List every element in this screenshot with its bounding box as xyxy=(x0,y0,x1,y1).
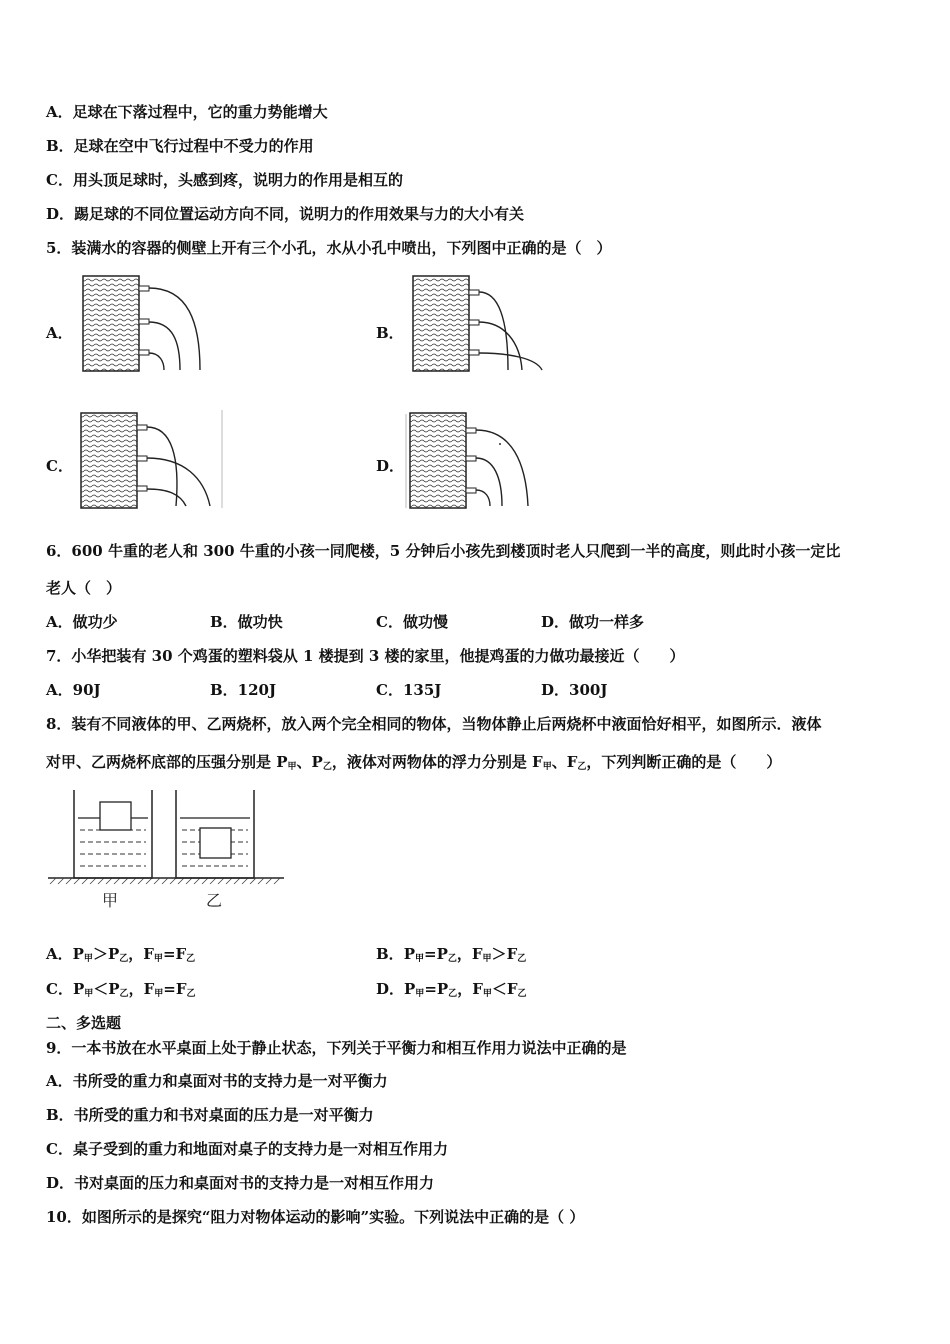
q5-figure-a xyxy=(78,272,208,374)
q8-option-a: A．$P_甲>P_乙$，$F_甲=F_乙$ xyxy=(46,945,196,964)
q9-stem: 9．一本书放在水平桌面上处于静止状态，下列关于平衡力和相互作用力说法中正确的是 xyxy=(46,1039,627,1057)
q8-figure-label-jia: 甲 xyxy=(102,891,119,910)
q5-label-b: B． xyxy=(376,324,404,342)
q6-stem-line1: 6．600 牛重的老人和 300 牛重的小孩一同爬楼，5 分钟后小孩先到楼顶时老人只爬到一半的高度，则此时小孩一定比 xyxy=(46,542,841,560)
q9-option-b: B．书所受的重力和书对桌面的压力是一对平衡力 xyxy=(46,1106,374,1124)
q8-stem-line1: 8．装有不同液体的甲、乙两烧杯，放入两个完全相同的物体，当物体静止后两烧杯中液面恰好相平，如图所示．液体 xyxy=(46,715,822,733)
q4-option-d: D．踢足球的不同位置运动方向不同，说明力的作用效果与力的大小有关 xyxy=(46,205,525,223)
q4-option-c: C．用头顶足球时，头感到疼，说明力的作用是相互的 xyxy=(46,171,403,189)
section-heading-multi-choice: 二、多选题 xyxy=(46,1014,122,1032)
q5-label-d: D． xyxy=(376,457,405,475)
q7-option-b: B．120J xyxy=(210,681,277,699)
q5-figure-d xyxy=(404,408,544,512)
q8-option-c: C．$P_甲<P_乙$，$F_甲=F_乙$ xyxy=(46,980,196,999)
q7-option-d: D．300J xyxy=(541,681,608,699)
q7-stem: 7．小华把装有 30 个鸡蛋的塑料袋从 1 楼提到 3 楼的家里，他提鸡蛋的力做功最接近（ ） xyxy=(46,647,685,665)
q6-option-a: A．做功少 xyxy=(46,613,118,631)
q8-option-d: D．$P_甲=P_乙$，$F_甲<F_乙$ xyxy=(376,980,527,999)
q8-figure-label-yi: 乙 xyxy=(206,891,223,910)
q4-option-a: A．足球在下落过程中，它的重力势能增大 xyxy=(46,103,328,121)
q5-label-a: A． xyxy=(46,324,73,342)
q4-option-b: B．足球在空中飞行过程中不受力的作用 xyxy=(46,137,314,155)
q8-option-b: B．$P_甲=P_乙$，$F_甲>F_乙$ xyxy=(376,945,527,964)
q5-figure-b xyxy=(408,272,548,374)
q6-option-c: C．做功慢 xyxy=(376,613,448,631)
q8-beakers-figure xyxy=(44,786,289,914)
q5-label-c: C． xyxy=(46,457,73,475)
q6-option-b: B．做功快 xyxy=(210,613,283,631)
q6-option-d: D．做功一样多 xyxy=(541,613,645,631)
q9-option-c: C．桌子受到的重力和地面对桌子的支持力是一对相互作用力 xyxy=(46,1140,448,1158)
q7-option-a: A．90J xyxy=(46,681,101,699)
q7-option-c: C．135J xyxy=(376,681,442,699)
q8-stem-line2: 对甲、乙两烧杯底部的压强分别是 $P_甲$、$P_乙$，液体对两物体的浮力分别是 $F_甲$、$F_乙$，下列判断正确的是（ ） xyxy=(46,753,782,772)
q9-option-a: A．书所受的重力和桌面对书的支持力是一对平衡力 xyxy=(46,1072,388,1090)
q9-option-d: D．书对桌面的压力和桌面对书的支持力是一对相互作用力 xyxy=(46,1174,435,1192)
q10-stem: 10．如图所示的是探究“阻力对物体运动的影响”实验。下列说法中正确的是（ ） xyxy=(46,1208,585,1226)
q5-stem: 5．装满水的容器的侧壁上开有三个小孔，水从小孔中喷出，下列图中正确的是（ ） xyxy=(46,239,612,257)
q5-figure-c xyxy=(76,408,226,512)
q6-stem-line2: 老人（ ） xyxy=(46,579,122,597)
